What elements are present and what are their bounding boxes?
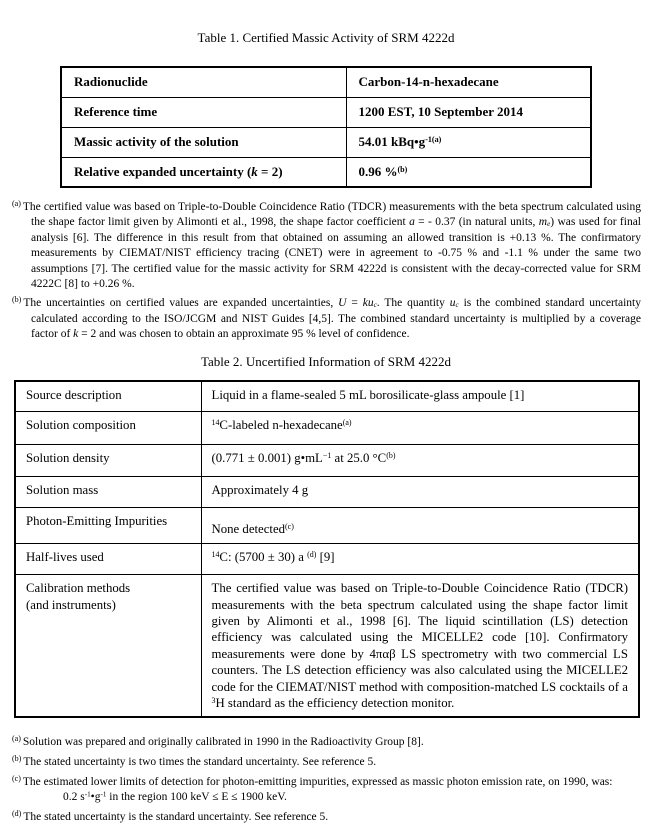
table2-label-photon-emitting-impurities: Photon-Emitting Impurities xyxy=(15,508,201,544)
footnote-c-detection-limit xyxy=(63,790,641,806)
label-line: Calibration methods xyxy=(26,581,131,596)
superscript-note: (c) xyxy=(285,521,294,531)
footnote-marker-c: (c) xyxy=(12,773,21,783)
superscript-note: (b) xyxy=(397,164,408,174)
table2-value-calibration-methods xyxy=(201,575,639,718)
table2-label-solution-composition: Solution composition xyxy=(15,412,201,445)
table2-row-source-description xyxy=(15,381,639,412)
footnote-text: The stated uncertainty is two times the standard uncertainty. See reference 5. xyxy=(23,756,377,768)
value-text: None detected xyxy=(211,521,286,536)
italic-var-U: U xyxy=(338,297,347,310)
footnote-text: The certified value was based on Triple-to-Double Coincidence Ratio (TDCR) measurements with the beta spectrum calculated using the shape factor limit given by Alimonti et al., 1998, the shape factor coefficient xyxy=(22,201,641,229)
table2-row-solution-mass xyxy=(15,477,639,508)
table2-value-solution-composition xyxy=(201,412,639,445)
table1-row-radionuclide xyxy=(61,67,591,97)
superscript-mass-number: 3 xyxy=(211,696,216,706)
table1-label-massic-activity: Massic activity of the solution xyxy=(61,127,346,157)
footnote-text: = - 0.37 (in natural units, xyxy=(414,216,539,229)
footnote-text: The stated uncertainty is the standard uncertainty. See reference 5. xyxy=(23,810,329,823)
value-text: (0.771 ± 0.001) g•mL xyxy=(211,451,323,466)
table1-row-expanded-uncertainty xyxy=(61,157,591,187)
superscript-mass-number: 14 xyxy=(211,550,220,560)
footnote-marker-b: (b) xyxy=(12,295,22,305)
superscript-note: (a) xyxy=(342,418,352,428)
superscript-exponent: -1 xyxy=(100,790,107,799)
table1-value-massic-activity xyxy=(346,127,591,157)
value-text: [9] xyxy=(316,550,335,565)
footnote-c-table2 xyxy=(12,771,641,806)
table2-row-solution-composition xyxy=(15,412,639,445)
label-text: = 2) xyxy=(257,163,283,179)
table1-value-reference-time: 1200 EST, 10 September 2014 xyxy=(346,97,591,127)
subscript-e: e xyxy=(547,220,551,229)
value-text: at 25.0 °C xyxy=(331,451,387,466)
table1-label-expanded-uncertainty xyxy=(61,157,346,187)
footnote-text: The uncertainties on certified values are expanded uncertainties, xyxy=(23,297,339,310)
footnote-text: is the combined standard uncertainty calculated according to the ISO/JCGM and NIST Guides [4,5]. The combined standard uncertainty is multiplied by a coverage factor of xyxy=(31,297,641,341)
footnote-b-table1 xyxy=(12,292,641,342)
subscript-c: c xyxy=(455,301,459,310)
superscript-note: (d) xyxy=(307,550,317,560)
table1-value-expanded-uncertainty xyxy=(346,157,591,187)
value-text: C-labeled n-hexadecane xyxy=(219,418,343,433)
table2-value-solution-density xyxy=(201,445,639,477)
table2-row-half-lives-used xyxy=(15,544,639,575)
table2-label-half-lives-used: Half-lives used xyxy=(15,544,201,575)
footnote-text: = 2 and was chosen to obtain an approximate 95 % level of confidence. xyxy=(78,328,410,341)
table2-label-solution-mass: Solution mass xyxy=(15,477,201,508)
superscript-mass-number: 14 xyxy=(211,418,220,428)
table1-caption: Table 1. Certified Massic Activity of SRM 4222d xyxy=(197,30,455,45)
italic-var-u: u xyxy=(449,297,456,310)
footnote-text: . The quantity xyxy=(376,297,450,310)
footnote-marker-b: (b) xyxy=(12,754,22,763)
italic-var-ku: ku xyxy=(362,297,374,310)
superscript-unit-note: -1(a) xyxy=(425,134,442,144)
footnote-text: 0.2 s xyxy=(63,791,85,804)
footnote-marker-a: (a) xyxy=(12,199,21,208)
table1-row-massic-activity xyxy=(61,127,591,157)
table1-label-radionuclide: Radionuclide xyxy=(61,67,346,97)
table2-caption: Table 2. Uncertified Information of SRM 4222d xyxy=(200,353,451,369)
table2-value-solution-mass: Approximately 4 g xyxy=(201,477,639,508)
footnote-a-table2 xyxy=(12,731,641,751)
value-text: 54.01 kBq•g xyxy=(358,134,426,149)
footnote-text: in the region 100 keV ≤ E ≤ 1900 keV. xyxy=(106,791,287,804)
table1-row-reference-time xyxy=(61,97,591,127)
subscript-c: c xyxy=(373,301,377,310)
table2-label-source-description: Source description xyxy=(15,381,201,412)
superscript-exponent: -1 xyxy=(84,790,91,799)
footnote-text: ) was used for final analysis [6]. The difference in this result from that obtained on assuming an allowed transition is +0.13 %. The confirmatory measurements by CIEMAT/NIST efficiency tracing (CNET) were in agreement to -0.75 % and -1.1 % under the same two assumptions [7]. The certified value for the massic activity for SRM 4222d is consistent with the decay-corrected value for SRM 4222C [8] to +0.26 %. xyxy=(31,216,641,291)
footnote-a-table1 xyxy=(12,196,641,292)
footnote-marker-d: (d) xyxy=(12,808,22,818)
table2-label-calibration-methods xyxy=(15,575,201,718)
footnote-b-table2 xyxy=(12,751,641,771)
footnote-marker-a: (a) xyxy=(12,734,21,744)
table2-row-calibration-methods xyxy=(15,575,639,718)
table2-value-photon-emitting-impurities xyxy=(201,508,639,544)
table2-value-source-description: Liquid in a flame-sealed 5 mL borosilicate-glass ampoule [1] xyxy=(201,381,639,412)
table2-label-solution-density: Solution density xyxy=(15,445,201,477)
table1-footnotes xyxy=(12,196,641,343)
italic-var-m: m xyxy=(538,216,548,229)
table1-label-reference-time: Reference time xyxy=(61,97,346,127)
value-text: H standard as the efficiency detection monitor. xyxy=(215,696,455,710)
table2-row-photon-emitting-impurities xyxy=(15,508,639,544)
label-text: Relative expanded uncertainty ( xyxy=(74,163,252,179)
table2-row-solution-density xyxy=(15,445,639,477)
table1-certified-massic-activity xyxy=(60,66,592,188)
value-text: 0.96 % xyxy=(358,163,398,179)
label-line: (and instruments) xyxy=(26,597,116,612)
italic-var-k: k xyxy=(73,328,79,341)
table2-uncertified-information xyxy=(14,380,640,719)
footnote-text: = xyxy=(346,297,363,310)
footnote-d-table2 xyxy=(12,806,641,825)
table2-value-half-lives-used xyxy=(201,544,639,575)
footnote-text: Solution was prepared and originally calibrated in 1990 in the Radioactivity Group [8]. xyxy=(22,736,424,749)
table1-value-radionuclide: Carbon-14-n-hexadecane xyxy=(346,67,591,97)
table2-footnotes xyxy=(12,731,641,825)
superscript-exponent: −1 xyxy=(322,451,332,461)
value-text: C: (5700 ± 30) a xyxy=(219,550,308,565)
footnote-text: •g xyxy=(90,791,101,804)
footnote-text: The estimated lower limits of detection for photon-emitting impurities, expressed as massic photon emission rate, on 1990, was: xyxy=(22,775,613,788)
italic-var-a: a xyxy=(409,216,415,229)
italic-k: k xyxy=(251,163,258,179)
superscript-note: (b) xyxy=(386,451,396,461)
value-text: The certified value was based on Triple-to-Double Coincidence Ratio (TDCR) measurements with the beta spectrum calculated using the shape factor limit given by Alimonti et al., 1998 [6]. The liquid scintillation (LS) detection efficiency was calculated using the MICELLE2 code [10]. Confirmatory measurements were done by 4παβ LS spectrometry with two commercial LS counters. The LS detection efficiency was also calculated using the MICELLE2 code for the CIEMAT/NIST method with composition-matched LS cocktails of a xyxy=(211,581,628,694)
